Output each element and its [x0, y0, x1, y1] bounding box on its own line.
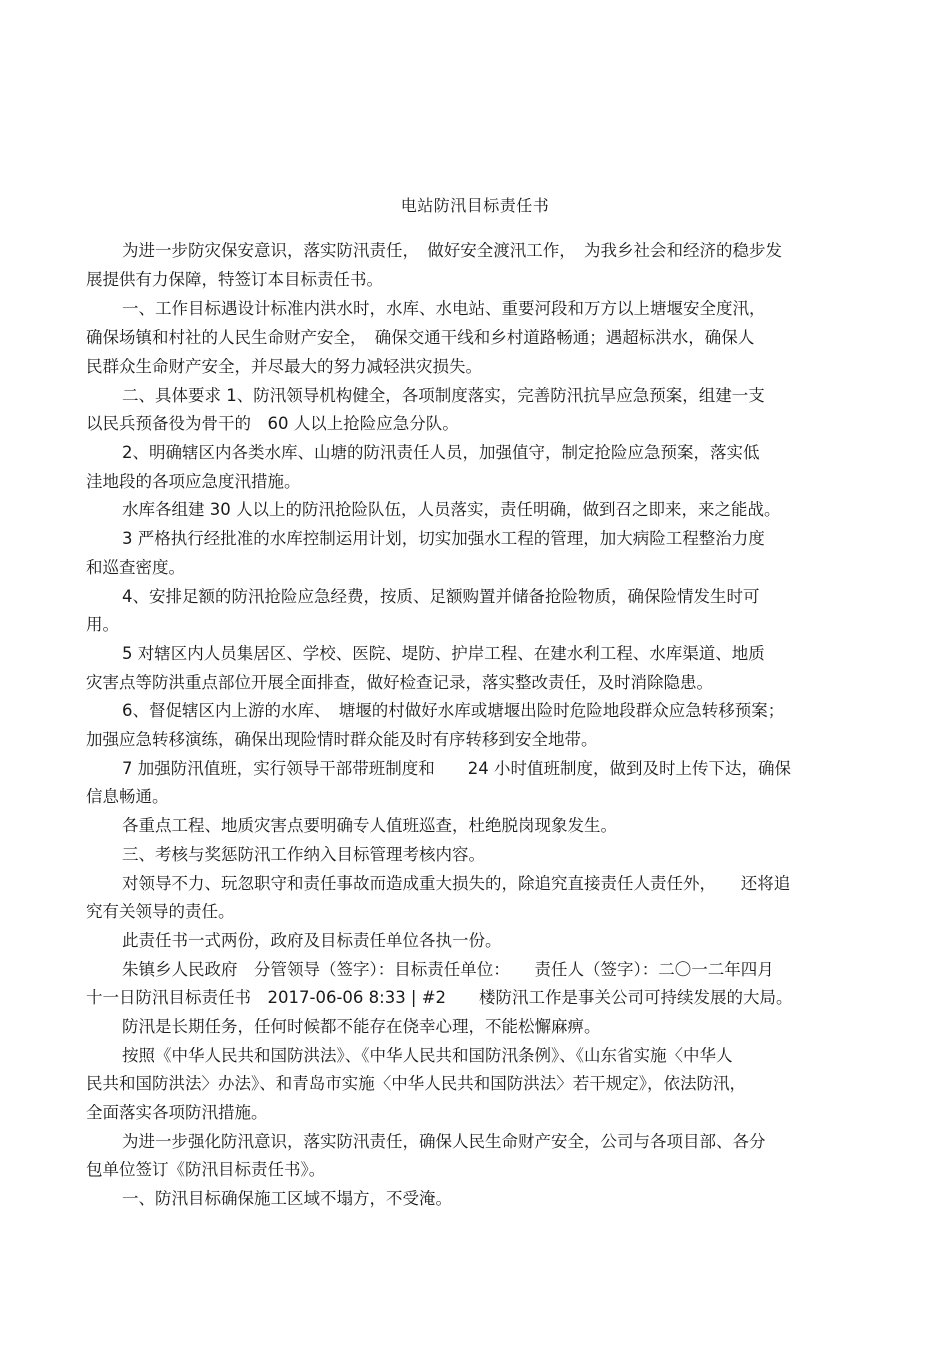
- text-line: 民群众生命财产安全，并尽最大的努力减轻洪灾损失。: [86, 357, 482, 376]
- text-line: 按照《中华人民共和国防洪法》、《中华人民共和国防汛条例》、《山东省实施〈中华人: [122, 1046, 733, 1065]
- document-title: 电站防汛目标责任书: [400, 196, 550, 215]
- text-line: 信息畅通。: [86, 787, 169, 806]
- text-line: 三、考核与奖惩防汛工作纳入目标管理考核内容。: [122, 845, 485, 864]
- text-line: 包单位签订《防汛目标责任书》。: [86, 1160, 326, 1179]
- text-line: 洼地段的各项应急度汛措施。: [86, 472, 301, 491]
- text-line: 7 加强防汛值班，实行领导干部带班制度和 24 小时值班制度，做到及时上传下达，确保: [122, 759, 791, 778]
- text-line: 2、明确辖区内各类水库、山塘的防汛责任人员，加强值守，制定抢险应急预案，落实低: [122, 443, 760, 462]
- text-line: 以民兵预备役为骨干的 60 人以上抢险应急分队。: [86, 414, 459, 433]
- text-line: 此责任书一式两份，政府及目标责任单位各执一份。: [122, 931, 502, 950]
- text-line: 一、防汛目标确保施工区域不塌方，不受淹。: [122, 1189, 452, 1208]
- text-line: 和巡查密度。: [86, 558, 185, 577]
- text-line: 一、工作目标遇设计标准内洪水时，水库、水电站、重要河段和万方以上塘堰安全度汛，: [122, 299, 766, 318]
- text-line: 朱镇乡人民政府 分管领导（签字）：目标责任单位： 责任人（签字）：二〇一二年四月: [122, 960, 774, 979]
- text-line: 究有关领导的责任。: [86, 902, 235, 921]
- text-line: 各重点工程、地质灾害点要明确专人值班巡查，杜绝脱岗现象发生。: [122, 816, 617, 835]
- text-line: 5 对辖区内人员集居区、学校、医院、堤防、护岸工程、在建水利工程、水库渠道、地质: [122, 644, 765, 663]
- text-line: 二、具体要求 1、防汛领导机构健全，各项制度落实，完善防汛抗旱应急预案，组建一支: [122, 386, 765, 405]
- text-line: 展提供有力保障，特签订本目标责任书。: [86, 270, 383, 289]
- text-line: 灾害点等防洪重点部位开展全面排查，做好检查记录，落实整改责任，及时消除隐患。: [86, 673, 713, 692]
- text-line: 用。: [86, 615, 119, 634]
- text-line: 对领导不力、玩忽职守和责任事故而造成重大损失的，除追究直接责任人责任外， 还将追: [122, 874, 791, 893]
- text-line: 确保场镇和村社的人民生命财产安全， 确保交通干线和乡村道路畅通；遇超标洪水，确保人: [86, 328, 755, 347]
- text-line: 十一日防汛目标责任书 2017-06-06 8:33 | #2 楼防汛工作是事关公司可持续发展的大局。: [86, 988, 793, 1007]
- text-line: 3 严格执行经批准的水库控制运用计划，切实加强水工程的管理，加大病险工程整治力度: [122, 529, 765, 548]
- text-line: 全面落实各项防汛措施。: [86, 1103, 268, 1122]
- text-line: 防汛是长期任务，任何时候都不能存在侥幸心理，不能松懈麻痹。: [122, 1017, 601, 1036]
- text-line: 水库各组建 30 人以上的防汛抢险队伍，人员落实，责任明确，做到召之即来，来之能战。: [122, 500, 781, 519]
- text-line: 为进一步防灾保安意识，落实防汛责任， 做好安全渡汛工作， 为我乡社会和经济的稳步发: [122, 241, 782, 260]
- text-line: 6、督促辖区内上游的水库、 塘堰的村做好水库或塘堰出险时危险地段群众应急转移预案；: [122, 701, 785, 720]
- text-line: 加强应急转移演练，确保出现险情时群众能及时有序转移到安全地带。: [86, 730, 598, 749]
- text-line: 为进一步强化防汛意识，落实防汛责任，确保人民生命财产安全，公司与各项目部、各分: [122, 1132, 766, 1151]
- text-line: 民共和国防洪法〉办法》、和青岛市实施〈中华人民共和国防洪法〉若干规定》，依法防汛，: [86, 1074, 746, 1093]
- text-line: 4、安排足额的防汛抢险应急经费，按质、足额购置并储备抢险物质，确保险情发生时可: [122, 587, 760, 606]
